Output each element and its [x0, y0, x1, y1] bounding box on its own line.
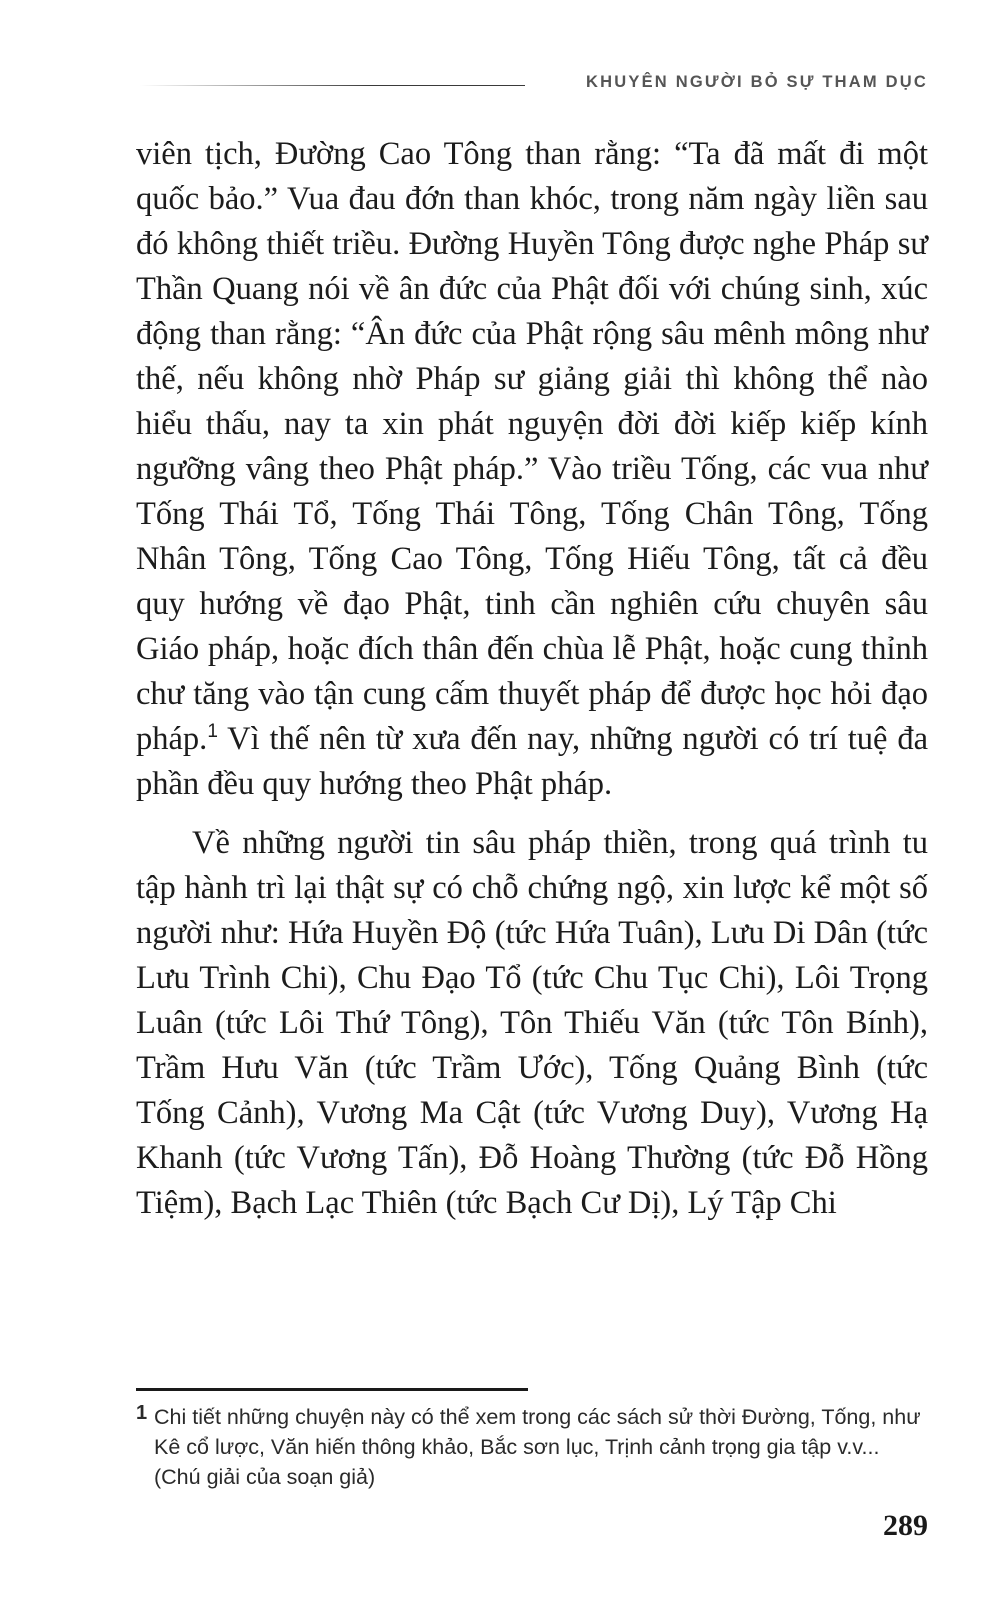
footnote-rule [136, 1388, 528, 1391]
paragraph-2-text: Về những người tin sâu pháp thiền, trong quá trình tu tập hành trì lại thật sự có chỗ chứng ngộ, xin lược kể một số người như: Hứa Huyền Độ (tức Hứa Tuân), Lưu Di Dân (tức Lưu Trình Chi), Chu Đạo Tổ (tức Chu Tục Chi), Lôi Trọng Luân (tức Lôi Thứ Tông), Tôn Thiếu Văn (tức Tôn Bính), Trầm Hưu Văn (tức Trầm Ước), Tống Quảng Bình (tức Tống Cảnh), Vương Ma Cật (tức Vương Duy), Vương Hạ Khanh (tức Vương Tấn), Đỗ Hoàng Thường (tức Đỗ Hồng Tiệm), Bạch Lạc Thiên (tức Bạch Cư Dị), Lý Tập Chi [136, 825, 928, 1221]
footnote [136, 1402, 928, 1492]
running-header [140, 58, 928, 92]
footnote-marker: 1 [136, 1402, 148, 1424]
paragraph-1-tail: Vì thế nên từ xưa đến nay, những người có trí tuệ đa phần đều quy hướng theo Phật pháp. [136, 721, 928, 802]
running-title: KHUYÊN NGƯỜI BỎ SỰ THAM DỤC [586, 73, 928, 91]
paragraph [136, 132, 928, 807]
footnote-text: Chi tiết những chuyện này có thể xem trong các sách sử thời Đường, Tống, như Kê cổ lược, Văn hiến thông khảo, Bắc sơn lục, Trịnh cảnh trọng gia tập v.v... (Chú giải của soạn giả) [154, 1405, 921, 1489]
page-number: 289 [883, 1509, 928, 1542]
header-rule-fade [140, 85, 525, 87]
paragraph [136, 821, 928, 1226]
paragraph-1-text: viên tịch, Đường Cao Tông than rằng: “Ta đã mất đi một quốc bảo.” Vua đau đớn than khóc, trong năm ngày liền sau đó không thiết triều. Đường Huyền Tông được nghe Pháp sư Thần Quang nói về ân đức của Phật đối với chúng sinh, xúc động than rằng: “Ân đức của Phật rộng sâu mênh mông như thế, nếu không nhờ Pháp sư giảng giải thì không thể nào hiểu thấu, nay ta xin phát nguyện đời đời kiếp kiếp kính ngưỡng vâng theo Phật pháp.” Vào triều Tống, các vua như Tống Thái Tổ, Tống Thái Tông, Tống Chân Tông, Tống Nhân Tông, Tống Cao Tông, Tống Hiếu Tông, tất cả đều quy hướng về đạo Phật, tinh cần nghiên cứu chuyên sâu Giáo pháp, hoặc đích thân đến chùa lễ Phật, hoặc cung thỉnh chư tăng vào tận cung cấm thuyết pháp để được học hỏi đạo pháp. [136, 136, 928, 757]
body-text [136, 132, 928, 1226]
footnote-reference: 1 [207, 721, 218, 743]
